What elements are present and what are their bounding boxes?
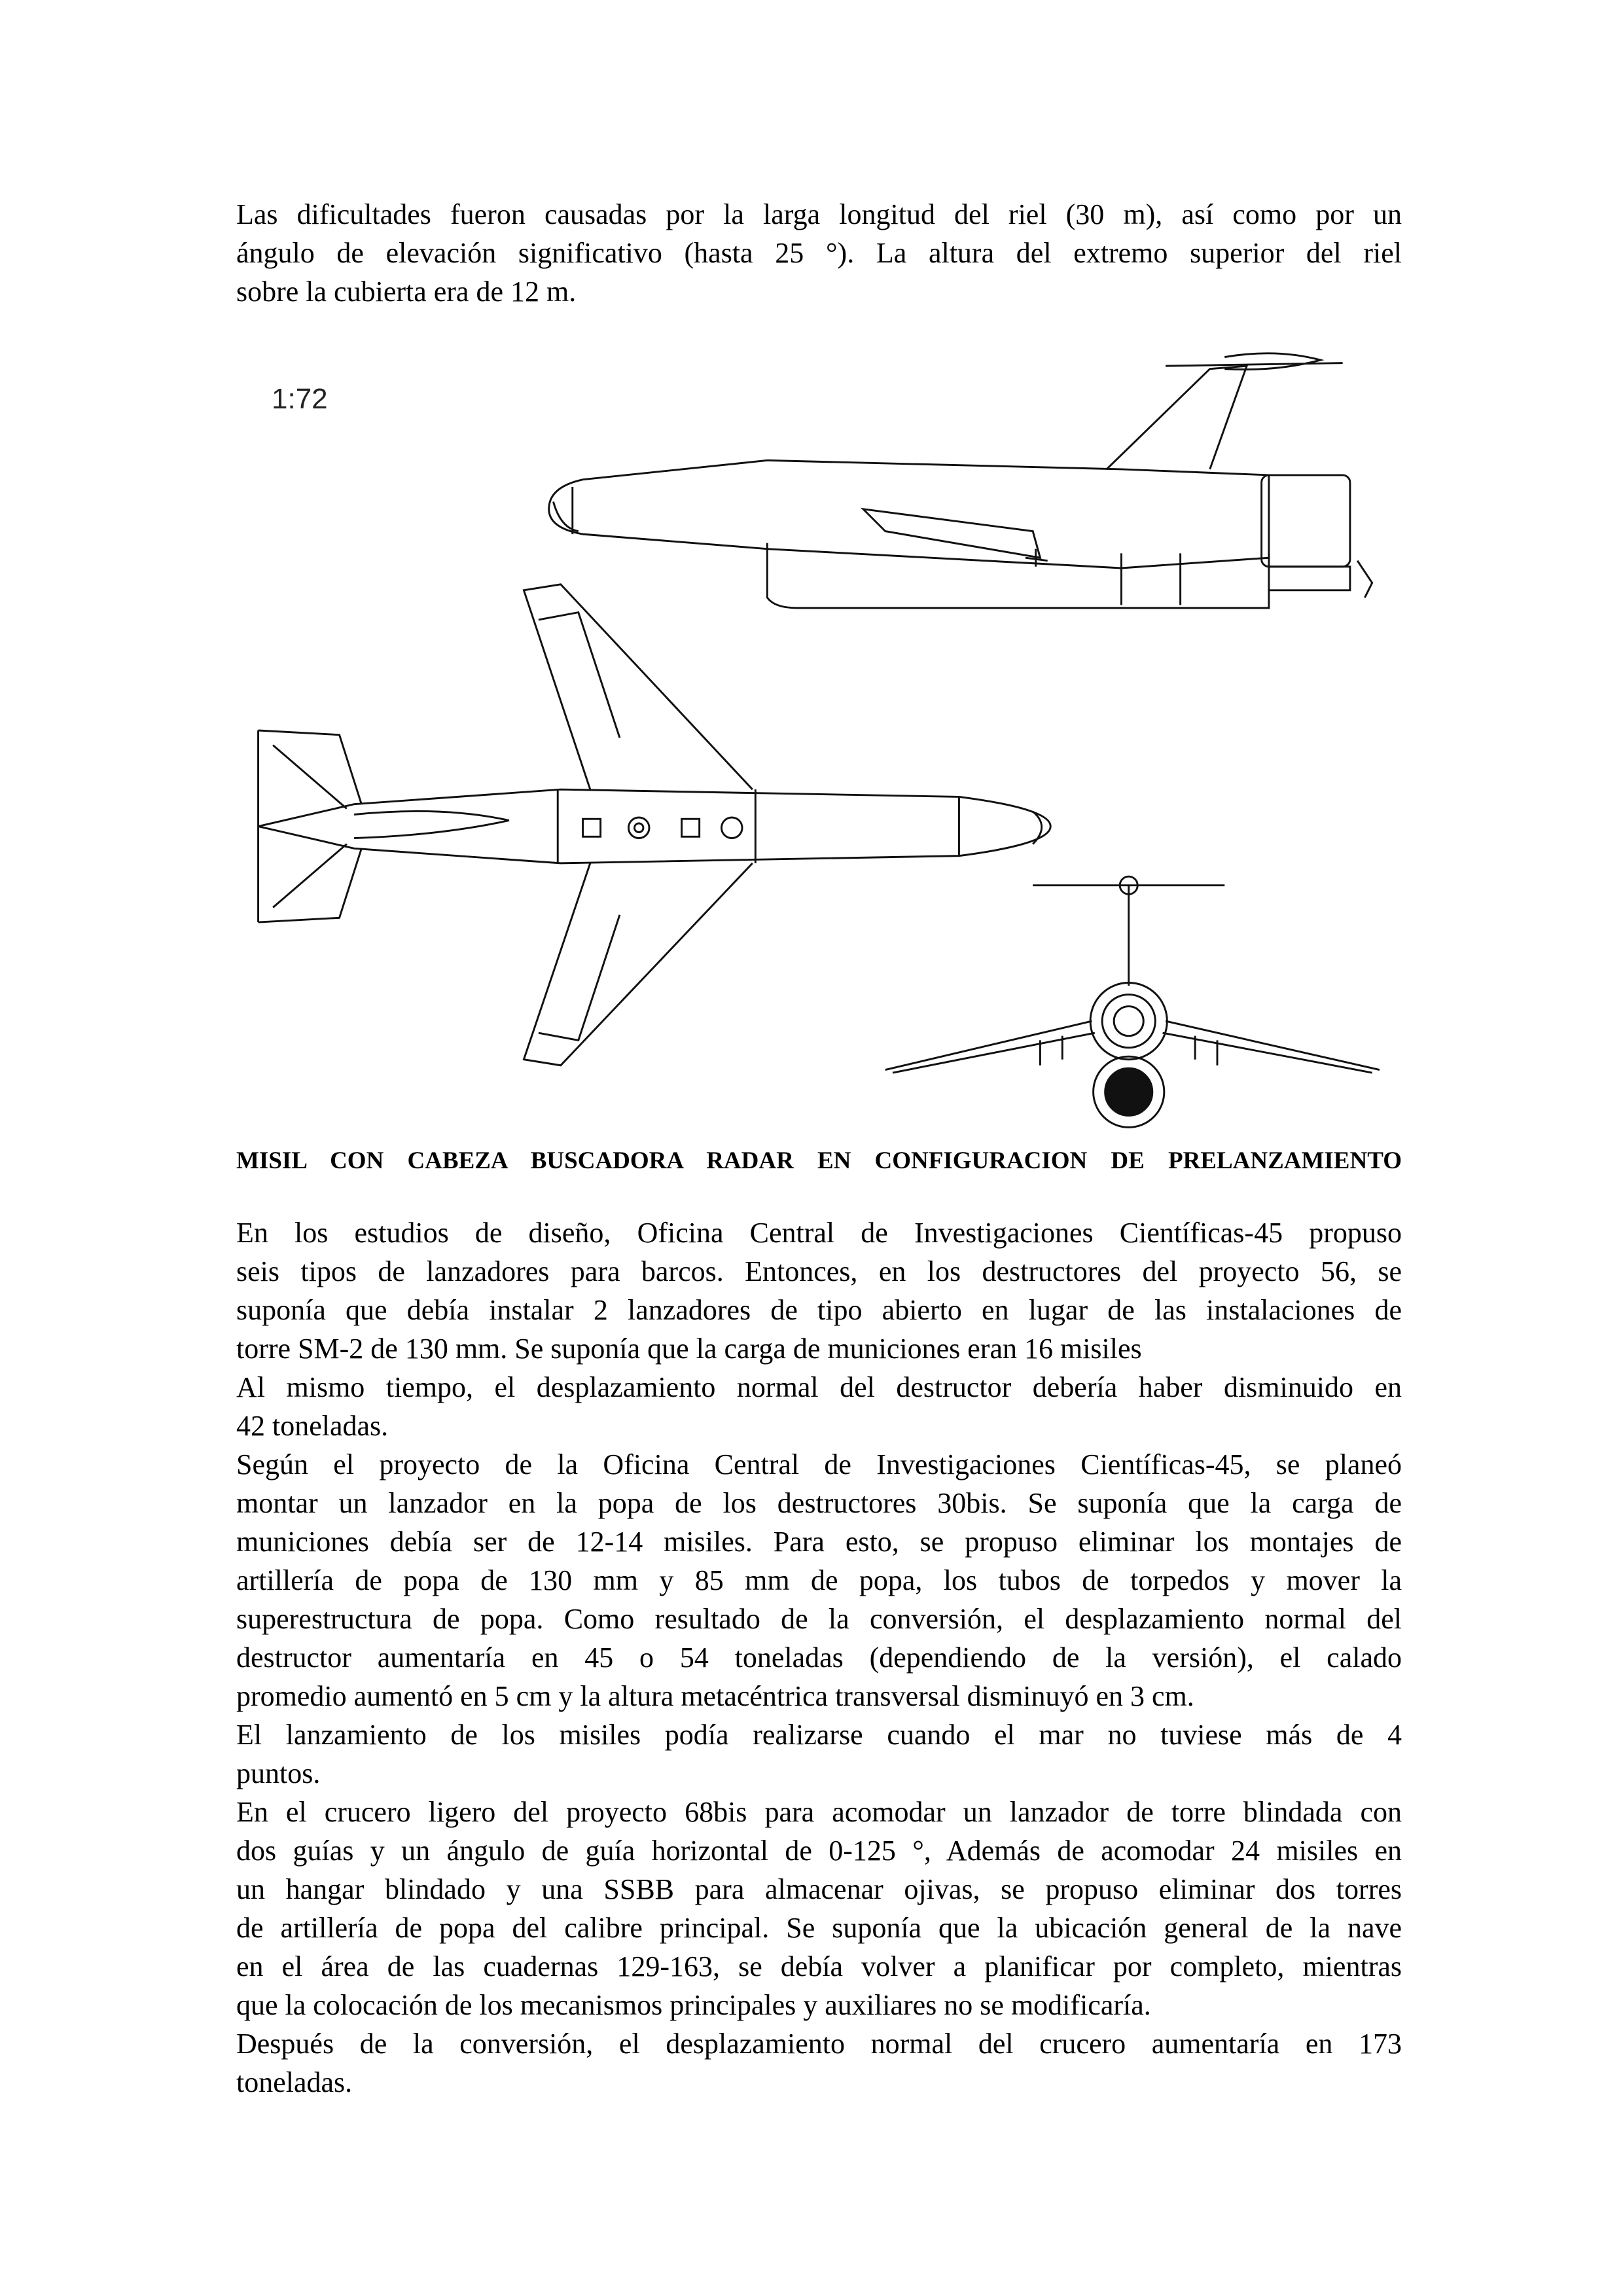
top-view [259,584,1051,1066]
text-line: montar un lanzador en la popa de los destructores 30bis. Se suponía que la carga de [236,1487,1402,1519]
text-line: puntos. [236,1757,321,1789]
text-line: sobre la cubierta era de 12 m. [236,276,577,308]
text-line: en el área de las cuadernas 129-163, se debía volver a planificar por completo, mientras [236,1950,1402,1982]
body-text [236,1213,1402,2102]
text-line: un hangar blindado y una SSBB para almacenar ojivas, se propuso eliminar dos torres [236,1873,1402,1905]
text-line: dos guías y un ángulo de guía horizontal de 0-125 °, Además de acomodar 24 misiles en [236,1835,1402,1867]
text-line: destructor aumentaría en 45 o 54 toneladas (dependiendo de la versión), el calado [236,1641,1402,1674]
text-line: seis tipos de lanzadores para barcos. Entonces, en los destructores del proyecto 56, se [236,1255,1402,1287]
figure-caption: MISIL CON CABEZA BUSCADORA RADAR EN CONFIGURACION DE PRELANZAMIENTO [236,1147,1402,1174]
text-line: 42 toneladas. [236,1410,389,1442]
scale-label: 1:72 [272,383,328,415]
text-line: Según el proyecto de la Oficina Central de Investigaciones Científicas-45, se planeó [236,1448,1402,1480]
text-line: municiones debía ser de 12-14 misiles. Para esto, se propuso eliminar los montajes de [236,1526,1402,1558]
text-line: El lanzamiento de los misiles podía realizarse cuando el mar no tuviese más de 4 [236,1719,1402,1751]
text-line: Las dificultades fueron causadas por la larga longitud del riel (30 m), así como por un [236,198,1402,230]
text-line: torre SM-2 de 130 mm. Se suponía que la carga de municiones eran 16 misiles [236,1333,1142,1365]
text-line: En los estudios de diseño, Oficina Central de Investigaciones Científicas-45 propuso [236,1217,1402,1249]
text-line: que la colocación de los mecanismos principales y auxiliares no se modificaría. [236,1989,1151,2021]
text-line: de artillería de popa del calibre principal. Se suponía que la ubicación general de la nave [236,1912,1402,1944]
text-line: Después de la conversión, el desplazamiento normal del crucero aumentaría en 173 [236,2028,1402,2060]
text-line: En el crucero ligero del proyecto 68bis para acomodar un lanzador de torre blindada con [236,1796,1402,1828]
text-line: suponía que debía instalar 2 lanzadores de tipo abierto en lugar de las instalaciones de [236,1294,1402,1326]
side-view [549,353,1372,608]
text-line: ángulo de elevación significativo (hasta 25 °). La altura del extremo superior del riel [236,237,1402,269]
text-line: toneladas. [236,2066,353,2098]
text-line: promedio aumentó en 5 cm y la altura metacéntrica transversal disminuyó en 3 cm. [236,1680,1194,1712]
text-line: artillería de popa de 130 mm y 85 mm de popa, los tubos de torpedos y mover la [236,1564,1402,1596]
front-view [885,876,1380,1127]
text-line: Al mismo tiempo, el desplazamiento normal del destructor debería haber disminuido en [236,1371,1402,1403]
text-line: superestructura de popa. Como resultado de la conversión, el desplazamiento normal del [236,1603,1402,1635]
